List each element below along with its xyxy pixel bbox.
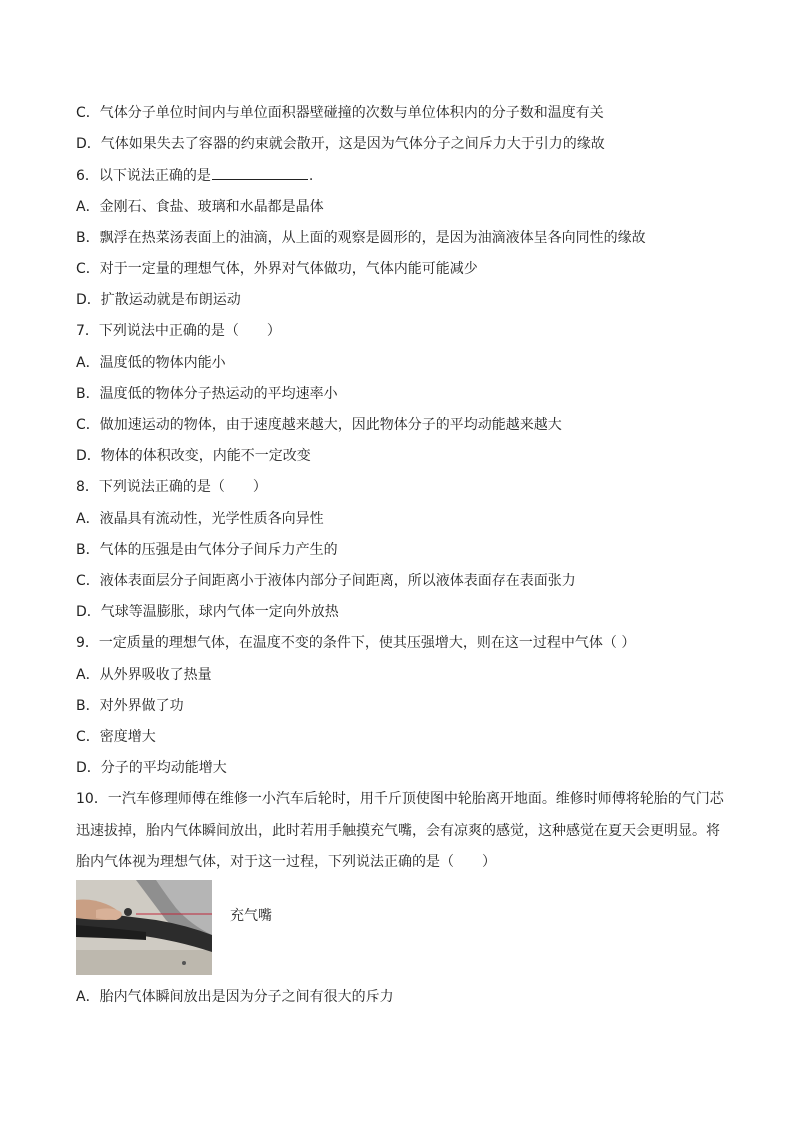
- question-7b: B．温度低的物体分子热运动的平均速率小: [76, 386, 338, 402]
- question-9b: B．对外界做了功: [76, 698, 184, 714]
- question-6c: C．对于一定量的理想气体，外界对气体做功，气体内能可能减少: [76, 261, 478, 277]
- question-10-line1: 10．一汽车修理师傅在维修一小汽车后轮时，用千斤顶使图中轮胎离开地面。维修时师傅将轮胎的气门芯: [76, 791, 724, 807]
- question-7a: A．温度低的物体内能小: [76, 355, 226, 371]
- question-8: 8．下列说法正确的是（ ）: [76, 479, 267, 495]
- question-8b: B．气体的压强是由气体分子间斥力产生的: [76, 542, 338, 558]
- valve-label: 充气嘴: [230, 908, 272, 924]
- question-7: 7．下列说法中正确的是（ ）: [76, 323, 281, 339]
- answer-blank: [212, 166, 308, 180]
- question-6a: A．金刚石、食盐、玻璃和水晶都是晶体: [76, 199, 324, 215]
- question-8a: A．液晶具有流动性，光学性质各向异性: [76, 511, 324, 527]
- question-5c: C．气体分子单位时间内与单位面积器壁碰撞的次数与单位体积内的分子数和温度有关: [76, 105, 604, 121]
- question-7d: D．物体的体积改变，内能不一定改变: [76, 448, 311, 464]
- question-6-end: .: [308, 168, 314, 184]
- question-6b: B．飘浮在热菜汤表面上的油滴，从上面的观察是圆形的，是因为油滴液体呈各向同性的缘故: [76, 230, 646, 246]
- question-9c: C．密度增大: [76, 729, 156, 745]
- question-9a: A．从外界吸收了热量: [76, 667, 212, 683]
- question-5d: D．气体如果失去了容器的约束就会散开，这是因为气体分子之间斥力大于引力的缘故: [76, 136, 605, 152]
- question-6-text: 6．以下说法正确的是: [76, 168, 211, 184]
- question-10-line3: 胎内气体视为理想气体，对于这一过程，下列说法正确的是（ ）: [76, 854, 496, 870]
- question-8d: D．气球等温膨胀，球内气体一定向外放热: [76, 604, 339, 620]
- question-9: 9．一定质量的理想气体，在温度不变的条件下，使其压强增大，则在这一过程中气体（ ）: [76, 635, 636, 651]
- question-10a: A．胎内气体瞬间放出是因为分子之间有很大的斥力: [76, 989, 394, 1005]
- question-10-line2: 迅速拔掉，胎内气体瞬间放出，此时若用手触摸充气嘴，会有凉爽的感觉，这种感觉在夏天会更明显。将: [76, 823, 720, 839]
- tire-valve-photo: [76, 880, 212, 975]
- question-6: [76, 166, 313, 185]
- question-6d: D．扩散运动就是布朗运动: [76, 292, 241, 308]
- question-9d: D．分子的平均动能增大: [76, 760, 227, 776]
- tire-photo-illustration: [76, 880, 212, 975]
- question-8c: C．液体表面层分子间距离小于液体内部分子间距离，所以液体表面存在表面张力: [76, 573, 576, 589]
- question-7c: C．做加速运动的物体，由于速度越来越大，因此物体分子的平均动能越来越大: [76, 417, 562, 433]
